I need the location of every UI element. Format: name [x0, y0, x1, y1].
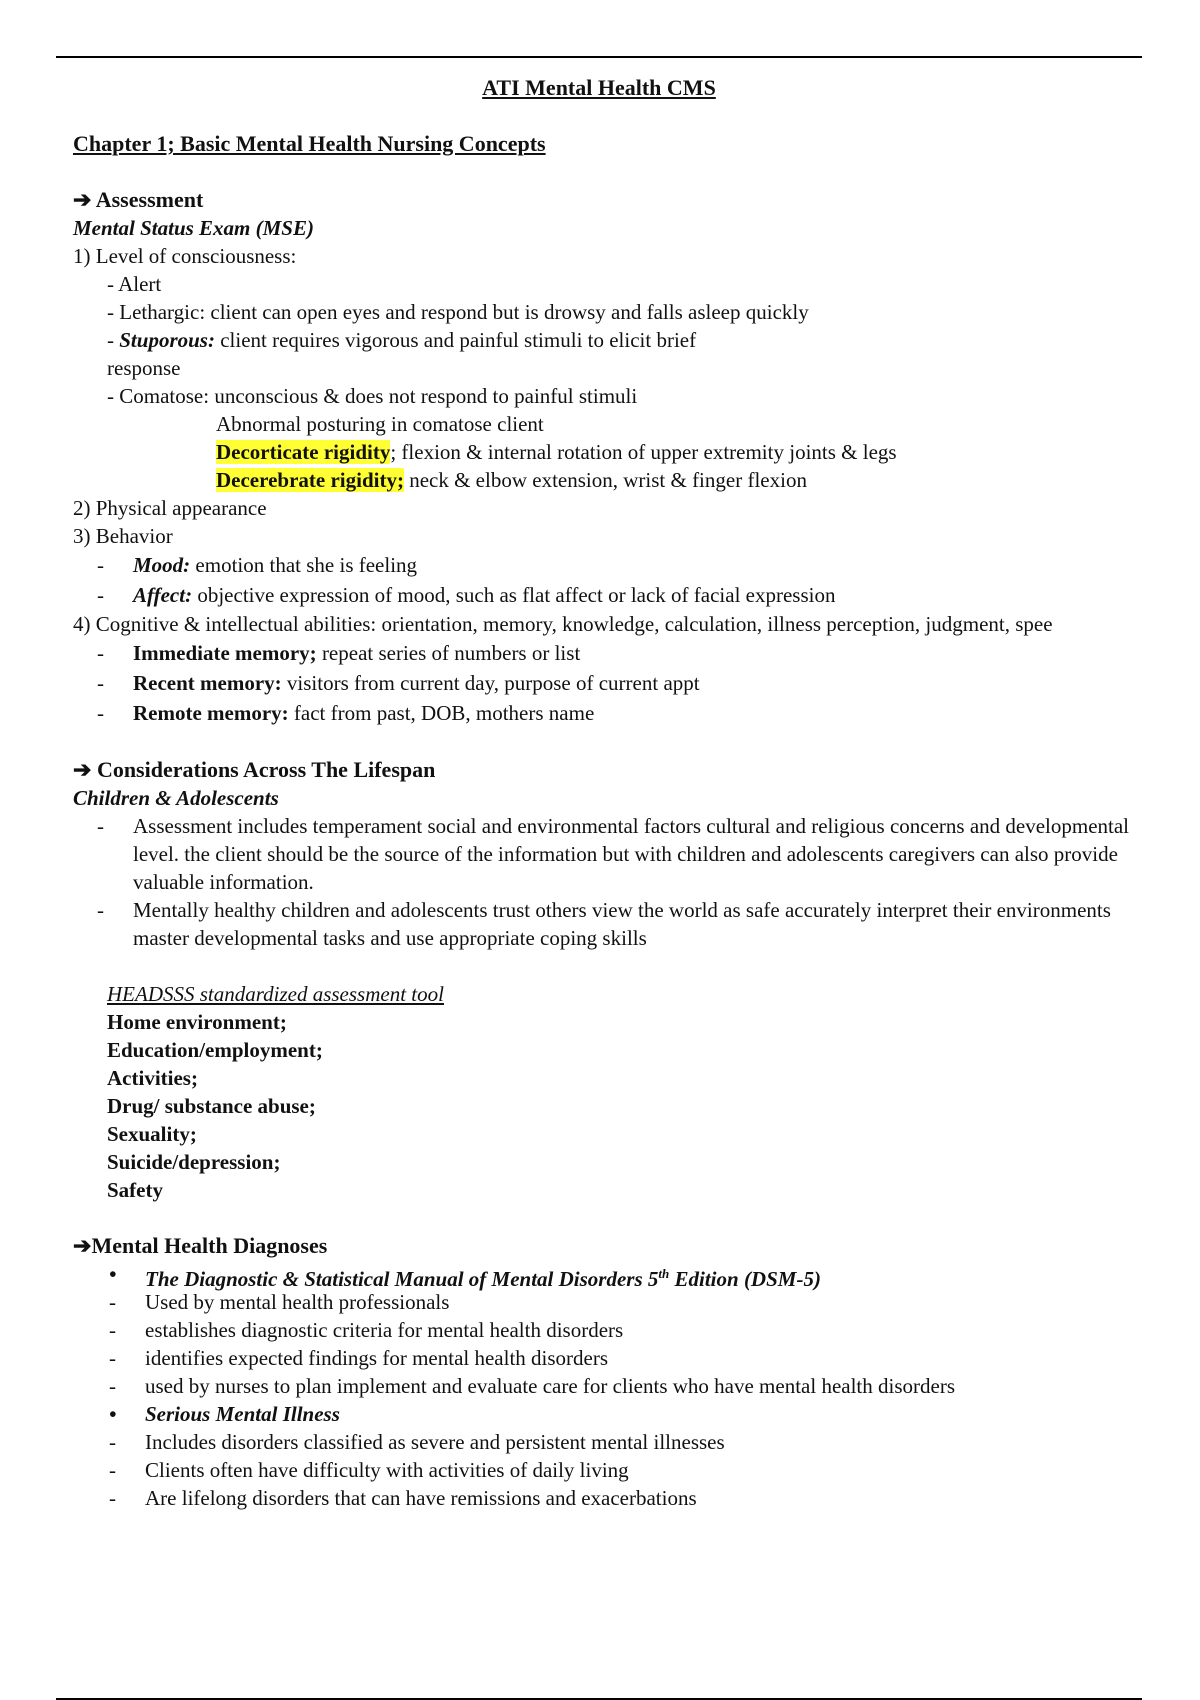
- decerebrate-text: neck & elbow extension, wrist & finger flexion: [403, 468, 807, 492]
- lifespan-item: - Mentally healthy children and adolescents trust others view the world as safe accurately interpret their environments master developmental tasks and use appropriate coping skills: [97, 898, 1111, 950]
- headsss-item: Home environment;: [107, 1010, 287, 1034]
- dsm-item: - used by nurses to plan implement and evaluate care for clients who have mental health disorders: [109, 1374, 955, 1398]
- loc-label: 1) Level of consciousness:: [73, 244, 297, 268]
- dsm-item: - identifies expected findings for mental health disorders: [109, 1346, 609, 1370]
- dsm-title-pre: The Diagnostic & Statistical Manual of Mental Disorders 5: [145, 1267, 659, 1291]
- loc-lethargic: - Lethargic: client can open eyes and respond but is drowsy and falls asleep quickly: [107, 300, 809, 324]
- cognitive-abilities: 4) Cognitive & intellectual abilities: orientation, memory, knowledge, calculation, illness perception, judgment, spee: [73, 612, 1053, 636]
- bullet-icon: •: [109, 1402, 117, 1426]
- top-rule: [56, 56, 1142, 58]
- decorticate-text: ; flexion & internal rotation of upper extremity joints & legs: [390, 440, 897, 464]
- posturing-title: Abnormal posturing in comatose client: [216, 412, 544, 436]
- document-title: ATI Mental Health CMS: [482, 75, 716, 100]
- affect-term: Affect:: [133, 583, 193, 607]
- immediate-term: Immediate memory;: [133, 641, 317, 665]
- headsss-item: Suicide/depression;: [107, 1150, 281, 1174]
- lifespan-item: - Assessment includes temperament social and environmental factors cultural and religious concerns and developmental level. the client should be the source of the information but with children and adolescents caregivers can also provide valuable information.: [97, 814, 1130, 894]
- affect-text: objective expression of mood, such as flat affect or lack of facial expression: [192, 583, 836, 607]
- smi-bullet: [73, 1400, 1200, 1428]
- dsm-item-text: establishes diagnostic criteria for mental health disorders: [145, 1318, 624, 1342]
- dsm-title-post: Edition (DSM-5): [669, 1267, 821, 1291]
- section-lifespan-label: Considerations Across The Lifespan: [96, 757, 436, 782]
- affect-item: - Affect: objective expression of mood, such as flat affect or lack of facial expression: [97, 583, 836, 607]
- decorticate-line: [73, 438, 1200, 466]
- smi-item-text: Are lifelong disorders that can have remissions and exacerbations: [145, 1486, 697, 1510]
- section-diagnoses-label: Mental Health Diagnoses: [91, 1233, 328, 1258]
- mood-item: - Mood: emotion that she is feeling: [97, 553, 418, 577]
- smi-item: - Includes disorders classified as severe and persistent mental illnesses: [109, 1430, 725, 1454]
- headsss-item: Sexuality;: [107, 1122, 197, 1146]
- headsss-item: Drug/ substance abuse;: [107, 1094, 316, 1118]
- decorticate-term: Decorticate rigidity: [216, 440, 391, 464]
- stuporous-term: Stuporous:: [119, 328, 215, 352]
- immediate-text: repeat series of numbers or list: [316, 641, 581, 665]
- smi-item-text: Includes disorders classified as severe and persistent mental illnesses: [145, 1430, 725, 1454]
- recent-text: visitors from current day, purpose of current appt: [281, 671, 700, 695]
- dsm-title-sup: th: [658, 1266, 670, 1281]
- recent-memory-item: - Recent memory: visitors from current day, purpose of current appt: [97, 671, 700, 695]
- headsss-title: HEADSSS standardized assessment tool: [107, 982, 444, 1006]
- bullet-icon: •: [109, 1262, 117, 1286]
- section-assessment-label: Assessment: [95, 187, 204, 212]
- loc-alert: - Alert: [107, 272, 162, 296]
- dsm-item: - Used by mental health professionals: [109, 1290, 450, 1314]
- section-lifespan: [73, 756, 1200, 784]
- smi-title: Serious Mental Illness: [145, 1402, 340, 1426]
- dsm-item-text: Used by mental health professionals: [145, 1290, 450, 1314]
- stuporous-text: client requires vigorous and painful stimuli to elicit brief: [214, 328, 697, 352]
- arrow-right-icon: ➔: [73, 757, 92, 782]
- smi-item: - Clients often have difficulty with activities of daily living: [109, 1458, 629, 1482]
- headsss-item: Education/employment;: [107, 1038, 323, 1062]
- decerebrate-term: Decerebrate rigidity;: [216, 468, 404, 492]
- behavior: 3) Behavior: [73, 524, 173, 548]
- smi-item-text: Clients often have difficulty with activities of daily living: [145, 1458, 629, 1482]
- arrow-right-icon: ➔: [73, 187, 92, 212]
- loc-comatose: - Comatose: unconscious & does not respond to painful stimuli: [107, 384, 638, 408]
- mood-term: Mood:: [133, 553, 191, 577]
- headsss-item: Safety: [107, 1178, 163, 1202]
- remote-term: Remote memory:: [133, 701, 289, 725]
- smi-item: - Are lifelong disorders that can have remissions and exacerbations: [109, 1486, 697, 1510]
- section-assessment: [73, 186, 1200, 214]
- lifespan-item-text: Assessment includes temperament social and environmental factors cultural and religious concerns and developmental level. the client should be the source of the information but with children and adolescents caregivers can also provide valuable information.: [133, 814, 1130, 894]
- remote-memory-item: - Remote memory: fact from past, DOB, mothers name: [97, 701, 595, 725]
- lifespan-item-text: Mentally healthy children and adolescents trust others view the world as safe accurately interpret their environments master developmental tasks and use appropriate coping skills: [133, 898, 1111, 950]
- chapter-heading: Chapter 1; Basic Mental Health Nursing Concepts: [73, 131, 546, 156]
- dsm-item-text: identifies expected findings for mental health disorders: [145, 1346, 609, 1370]
- decerebrate-line: [73, 466, 1200, 494]
- dsm-item: - establishes diagnostic criteria for mental health disorders: [109, 1318, 624, 1342]
- immediate-memory-item: - Immediate memory; repeat series of numbers or list: [97, 641, 581, 665]
- loc-stuporous-cont: response: [107, 356, 181, 380]
- physical-appearance: 2) Physical appearance: [73, 496, 267, 520]
- children-subheading: Children & Adolescents: [73, 786, 279, 810]
- section-diagnoses: [73, 1232, 1200, 1260]
- dsm-item-text: used by nurses to plan implement and evaluate care for clients who have mental health disorders: [145, 1374, 955, 1398]
- mse-subheading: Mental Status Exam (MSE): [73, 216, 314, 240]
- remote-text: fact from past, DOB, mothers name: [288, 701, 595, 725]
- recent-term: Recent memory:: [133, 671, 282, 695]
- headsss-item: Activities;: [107, 1066, 198, 1090]
- document-page: [73, 74, 1200, 1512]
- arrow-right-icon: ➔: [73, 1233, 92, 1258]
- dsm-bullet: [73, 1260, 1200, 1291]
- mood-text: emotion that she is feeling: [190, 553, 418, 577]
- loc-stuporous: - Stuporous: client requires vigorous and painful stimuli to elicit brief: [107, 328, 697, 352]
